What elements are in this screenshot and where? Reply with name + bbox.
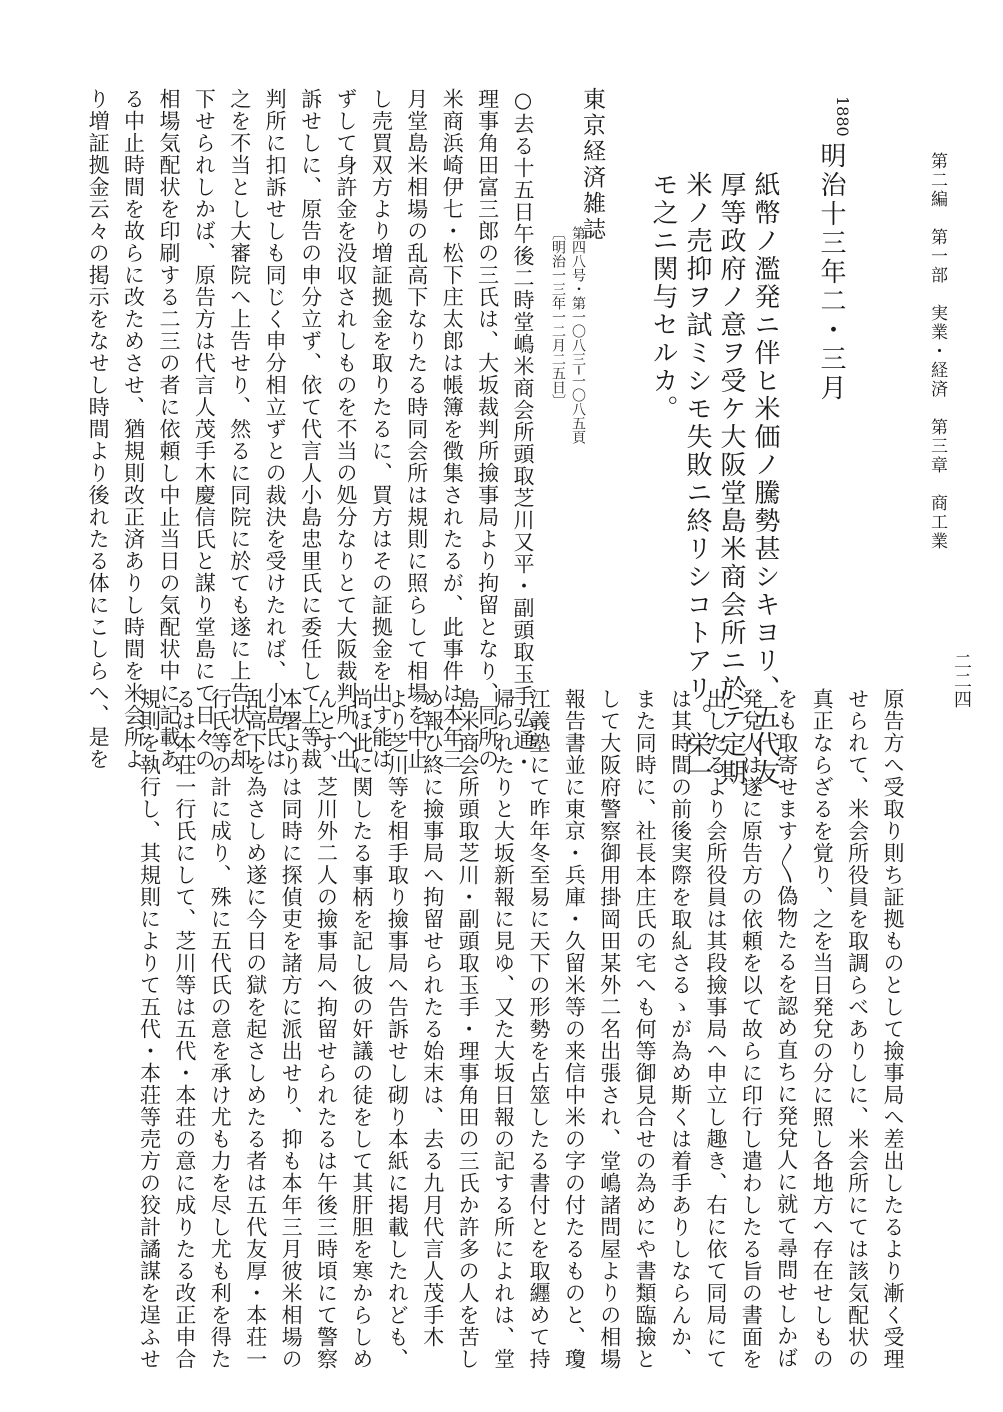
- source-ref-line: 第四八号・第一〇八三─一〇八五頁: [570, 226, 586, 445]
- text-line: し売買双方より増証拠金を取りたるに、買方はその証拠金を出す能は: [369, 88, 394, 770]
- text-line: 訴せしに、原告の申分立ず、依て代言人小島忠里氏に委任して上等裁: [298, 88, 323, 770]
- summary-line: 紙幣ノ濫発ニ伴ヒ米価ノ騰勢甚シキヨリ、五代友: [750, 171, 780, 787]
- text-line: 月堂島米相場の乱高下なりたる時同会所は規則に照らして相場を中止: [404, 88, 429, 770]
- summary-line: 厚等政府ノ意ヲ受ケ大阪堂島米商会所ニ於テ定期: [716, 171, 746, 787]
- text-line: るは本荘一行氏にして、芝川等は五代・本荘の意に成りたる改正申合: [172, 688, 197, 1370]
- text-line: んとす、芝川外二人の撿事局へ拘留せられたるは午後三時頃にて警察: [314, 688, 339, 1370]
- summary-line: 米ノ売抑ヲ試ミシモ失敗ニ終リシコトアリ。栄一: [682, 171, 712, 787]
- text-line: は其時間の前後実際を取糺さるゝが為め斯くは着手ありしならんか、: [668, 688, 693, 1370]
- source-ref-line: 〔明治一三年一二月二五日〕: [550, 226, 566, 408]
- text-line: 米商浜崎伊七・松下庄太郎は帳簿を徴集されたるが、此事件は本年三: [440, 88, 465, 770]
- text-line: 尚ほ此に関したる事柄を記し彼の奸議の徒をして其肝胆を寒からしめ: [349, 688, 374, 1370]
- text-line: して大阪府警察御用掛岡田某外二名出張され、堂嶋諸問屋よりの相場: [597, 688, 622, 1370]
- text-line: る中止時間を故らに改ためさせ、猶規則改正済ありし時間を米会所よ: [121, 88, 146, 770]
- text-line: せられて、米会所役員を取調らべありしに、米会所にては該気配状の: [845, 688, 870, 1370]
- text-line: 島米商会所頭取芝川・副頭取玉手・理事角田の三氏か許多の人を苦し: [456, 688, 481, 1370]
- text-line: をも取寄せます〳〵偽物たるを認め直ちに発兌人に就て尋問せしかば: [774, 688, 799, 1369]
- text-line: 報告書並に東京・兵庫・久留米等の来信中米の字の付たるものと、瓊: [562, 688, 587, 1370]
- text-line: 理事角田富三郎の三氏は、大坂裁判所撿事局より拘留となり、同所の: [475, 88, 500, 770]
- text-line: 乱高下を為さしめ遂に今日の獄を起さしめたる者は五代友厚・本荘一: [243, 688, 268, 1370]
- text-line: また同時に、社長本庄氏の宅へも何等御見合せの為めにや書類臨撿と: [633, 688, 658, 1370]
- text-line: 帰られたりと大坂新報に見ゆ、又た大坂日報の記する所によれは、堂: [491, 688, 516, 1370]
- text-line: 発兌人は遂に原告方の依頼を以て故らに印行し遣わしたる旨の書面を: [739, 688, 764, 1370]
- text-line: 下せられしかば、原告方は代言人茂手木慶信氏と謀り堂島にて日々の: [192, 88, 217, 770]
- entry-summary: [648, 171, 782, 787]
- text-line: ずして身許金を没収されしものを不当の処分なりとて大阪裁判所へ出: [333, 88, 358, 770]
- upper-article-text: [80, 88, 540, 773]
- text-line: 判所に扣訴せしも同じく申分相立ずとの裁決を受けたれば、小島氏は: [263, 88, 288, 770]
- text-line: 行氏等の計に成り、殊に五代氏の意を承け尤も力を尽し尤も利を得た: [208, 688, 233, 1370]
- page-number: 二二四: [951, 652, 972, 709]
- text-line: 出したるより会所役員は其段撿事局へ申立し趣き、右に依て同局にて: [703, 688, 728, 1370]
- text-line: 真正ならざるを覚り、之を当日発兌の分に照し各地方へ存在せしもの: [810, 688, 835, 1370]
- summary-line: モ之ニ関与セルカ。: [648, 171, 678, 423]
- source-reference: [548, 226, 588, 586]
- text-line: 原告方へ受取り則ち証拠ものとして撿事局へ差出したるより漸く受理: [881, 688, 905, 1370]
- text-line: め報ひ終に撿事局へ拘留せられたる始末は、去る九月代言人茂手木: [420, 688, 445, 1348]
- entry-heading: 明治十三年二・三月: [816, 142, 846, 403]
- lower-article-text: [82, 688, 910, 1370]
- running-header: 第二編 第一部 実業・経済 第三章 商工業: [927, 152, 947, 551]
- text-line: 相場気配状を印刷する二三の者に依頼し中止当日の気配状中に記載あ: [156, 88, 181, 770]
- text-line: 本署よりは同時に探偵吏を諸方に派出せり、抑も本年三月彼米相場の: [279, 688, 304, 1370]
- text-line: り増証拠金云々の掲示をなせし時間より後れたる体にこしらへ、是を: [86, 88, 111, 770]
- text-line: より芝川等を相手取り撿事局へ告訴せし砌り本紙に掲載したれども、: [385, 688, 410, 1370]
- text-line: 之を不当とし大審院へ上告せり、然るに同院に於ても遂に上告状を却: [227, 88, 252, 770]
- source-title: 東京経済雑誌: [579, 87, 605, 243]
- text-line: 規則を執行し、其規則によりて五代・本荘等売方の狡計譎謀を逞ふせ: [137, 688, 162, 1370]
- text-line: ○去る十五日午後二時堂嶋米商会所頭取芝川又平・副頭取玉手弘通・: [511, 88, 535, 773]
- entry-year: 1880: [833, 96, 852, 137]
- text-line: 江義塾にて昨年冬至易に天下の形勢を占筮したる書付とを取纒めて持: [526, 688, 551, 1370]
